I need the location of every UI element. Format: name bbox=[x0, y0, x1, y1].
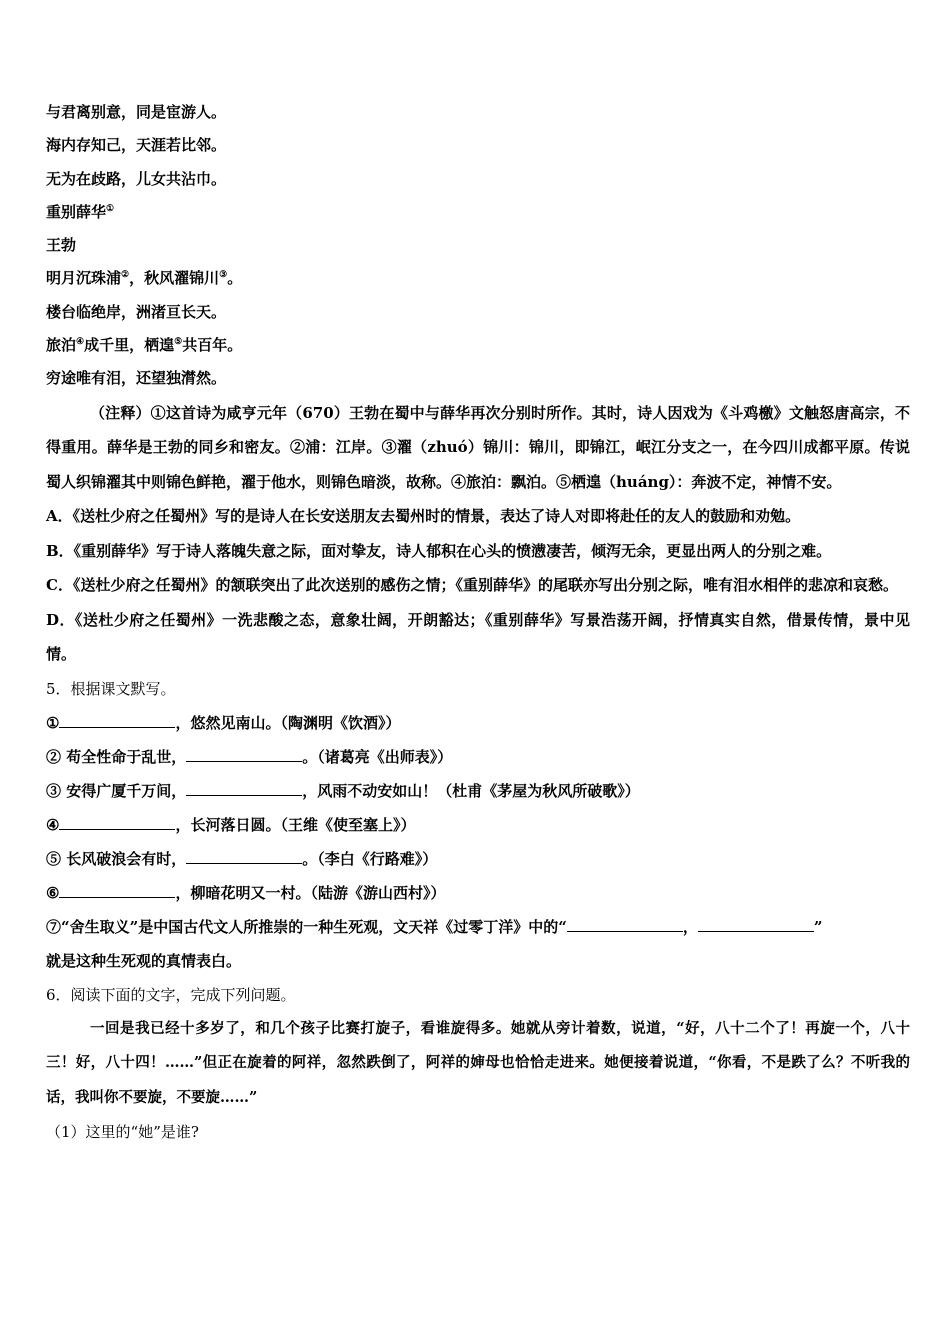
dictation-item: ① ，悠然见南山。（陶渊明《饮酒》） bbox=[46, 713, 401, 732]
dictation-item: ③ 安得广厦千万间， ，风雨不动安如山！（杜甫《茅屋为秋风所破歌》） bbox=[46, 781, 640, 800]
dictation-item: ② 苟全性命于乱世， 。（诸葛亮《出师表》） bbox=[46, 747, 453, 766]
footnote-marker: ⑤ bbox=[174, 337, 183, 348]
dictation-item: ⑥ ，柳暗花明又一村。（陆游《游山西村》） bbox=[46, 883, 446, 902]
dictation-item: ⑤ 长风破浪会有时， 。（李白《行路难》） bbox=[46, 849, 438, 868]
answer-blank[interactable] bbox=[186, 747, 302, 762]
poem-line: 与君离别意，同是宦游人。 bbox=[46, 103, 227, 121]
footnote-marker: ① bbox=[106, 203, 115, 214]
poem-line: 海内存知己，天涯若比邻。 bbox=[46, 136, 227, 155]
answer-blank[interactable] bbox=[59, 815, 175, 830]
dictation-item-7-cont: 就是这种生死观的真情表白。 bbox=[46, 951, 242, 970]
option-d: D．《送杜少府之任蜀州》一洗悲酸之态，意象壮阔，开朗豁达；《重别薛华》写景浩荡开阔，抒情真实自然，借景传情，景中见情。 bbox=[46, 610, 910, 664]
poem-line: 无为在歧路，儿女共沾巾。 bbox=[46, 169, 227, 188]
option-b: B．《重别薛华》写于诗人落魄失意之际，面对挚友，诗人郁积在心头的愤懑凄苦，倾泻无余，更显出两人的分别之难。 bbox=[46, 541, 832, 560]
option-c: C．《送杜少府之任蜀州》的颔联突出了此次送别的感伤之情；《重别薛华》的尾联亦写出分别之际，唯有泪水相伴的悲凉和哀愁。 bbox=[46, 576, 898, 595]
footnote-marker: ③ bbox=[219, 270, 228, 281]
poem-2-author: 王勃 bbox=[46, 236, 77, 255]
poem-1-tail bbox=[46, 96, 910, 396]
option-a: A．《送杜少府之任蜀州》写的是诗人在长安送朋友去蜀州时的情景，表达了诗人对即将赴任的友人的鼓励和劝勉。 bbox=[46, 507, 801, 526]
answer-blank[interactable] bbox=[186, 781, 302, 796]
sub-question-1: （1）这里的“她”是谁? bbox=[46, 1123, 199, 1142]
poem-title-text: 重别薛华 bbox=[46, 202, 107, 221]
footnote-marker: ④ bbox=[76, 337, 85, 348]
answer-blank[interactable] bbox=[698, 917, 814, 932]
poem-line: 穷途唯有泪，还望独潸然。 bbox=[46, 369, 227, 388]
dictation-list bbox=[46, 706, 910, 978]
footnote-marker: ② bbox=[121, 270, 130, 281]
answer-blank[interactable] bbox=[186, 849, 302, 864]
answer-blank[interactable] bbox=[59, 883, 175, 898]
poem-2-title bbox=[46, 196, 910, 229]
answer-blank[interactable] bbox=[59, 713, 175, 728]
answer-blank[interactable] bbox=[567, 917, 683, 932]
dictation-item-7: ⑦“舍生取义”是中国古代文人所推崇的一种生死观，文天祥《过零丁洋》中的“ ， ” bbox=[46, 917, 823, 936]
poem-line: 明月沉珠浦②，秋风濯锦川③。 bbox=[46, 269, 243, 288]
question-6-heading: 6．阅读下面的文字，完成下列问题。 bbox=[46, 985, 296, 1004]
annotation: （注释）①这首诗为咸亨元年（670）王勃在蜀中与薛华再次分别时所作。其时，诗人因戏为《斗鸡檄》文触怒唐高宗，不得重用。薛华是王勃的同乡和密友。②浦：江岸。③濯（zhuó）锦川：锦川，即锦江，岷江分支之一，在今四川成都平原。传说蜀人织锦濯其中则锦色鲜艳，濯于他水，则锦色暗淡，故称。④旅泊：飘泊。⑤栖遑（huáng）：奔波不定，神情不安。 bbox=[46, 403, 910, 491]
poem-line: 旅泊④成千里，栖遑⑤共百年。 bbox=[46, 336, 243, 355]
reading-passage: 一回是我已经十多岁了，和几个孩子比赛打旋子，看谁旋得多。她就从旁计着数，说道，“好，八十二个了！再旋一个，八十三！好，八十四！……”但正在旋着的阿祥，忽然跌倒了，阿祥的婶母也恰恰走进来。她便接着说道，“你看，不是跌了么？不听我的话，我叫你不要旋，不要旋……” bbox=[46, 1019, 910, 1106]
poem-line: 楼台临绝岸，洲渚亘长天。 bbox=[46, 302, 227, 321]
dictation-item: ④ ，长河落日圆。（王维《使至塞上》） bbox=[46, 815, 416, 834]
question-5-heading: 5．根据课文默写。 bbox=[46, 679, 176, 698]
